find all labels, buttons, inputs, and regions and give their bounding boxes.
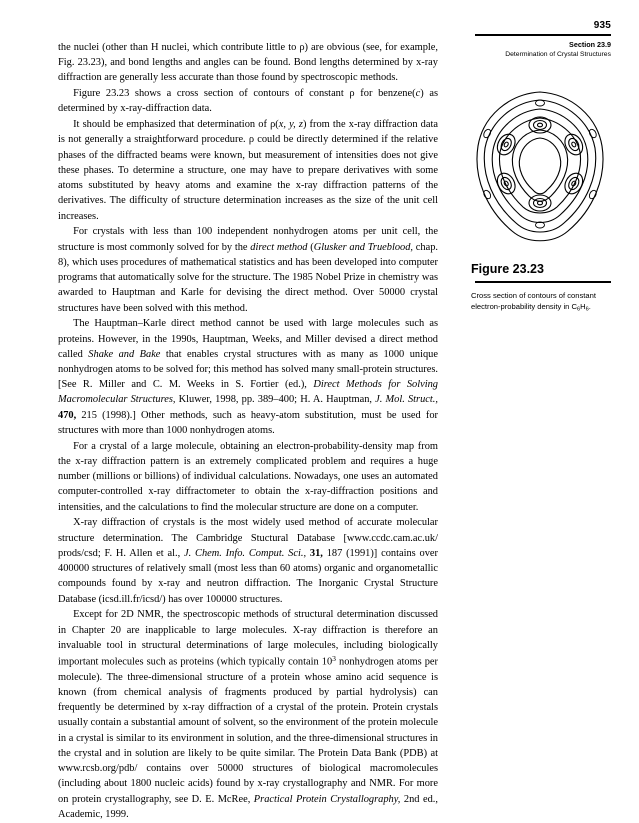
section-label-line1: Section 23.9	[569, 40, 611, 49]
figure-caption-text2: H	[580, 302, 586, 311]
body-paragraph: X-ray diffraction of crystals is the most widely used method of accurate molecular structure determination. The Cambridge Stuctural Database [www.ccdc.cam.ac.uk/ prods/csd; F. H. Allen et al., J. Chem. Info. Comput. Sci., 31, 187 (1991)] contains over 400000 structures of relatively small (most less than 60 atoms) organic and organometallic compounds found by x-ray and neutron diffraction. The Inorganic Crystal Structure Database (icsd.ill.fr/icsd/) has over 100000 structures.	[58, 517, 438, 605]
figure-caption-sub2: 6	[585, 306, 589, 313]
benzene-contour-map-icon	[465, 86, 615, 254]
body-paragraph: The Hauptman–Karle direct method cannot be used with large molecules such as proteins. However, in the 1990s, Hauptman, Weeks, and Miller devised a direct method called Shake and Bake that enables crystal structures with as many as 1000 unique nonhydrogen atoms to be solved for; this method has solved many small-protein structures. [See R. Miller and C. M. Weeks in S. Fortier (ed.), Direct Methods for Solving Macromolecular Structures, Kluwer, 1998, pp. 389–400; H. A. Hauptman, J. Mol. Struct., 470, 215 (1998).] Other methods, such as heavy-atom substitution, must be used for structures with more than 1000 nonhydrogen atoms.	[58, 318, 438, 436]
figure-caption	[471, 290, 611, 314]
section-label	[475, 40, 611, 59]
margin-column	[475, 40, 611, 59]
body-paragraph: the nuclei (other than H nuclei, which contribute little to ρ) are obvious (see, for example, Fig. 23.23), and bond lengths and angles can be found. Bond lengths determined by x-ray diffraction are generally less accurate than those found by spectroscopic methods.	[58, 42, 438, 84]
body-paragraph: Except for 2D NMR, the spectroscopic methods of structural determination discussed in Chapter 20 are inapplicable to large molecules. X-ray diffraction is therefore an invaluable tool in structural determinations of large molecules, including biologically important molecules such as proteins (which typically contain $10^3$ nonhydrogen atoms per molecule). The three-dimensional structure of a protein whose amino acid sequence is known (from chemical analysis of fragments produced by partial hydrolysis) can frequently be determined by x-ray diffraction of a crystal of the protein. Protein crystals usually contain a substantial amount of solvent, so the environment of the protein molecule in a crystal is similar to its environment in solution, and the three-dimensional structures in the crystal and in solution are likely to be quite similar. The Protein Data Bank (PDB) at www.rcsb.org/pdb/ contains over 50000 structures of biological macromolecules (including about 1800 nucleic acids) found by x-ray crystallography and NMR. For more on protein crystallography, see D. E. McRee, Practical Protein Crystallography, 2nd ed., Academic, 1999.	[58, 609, 438, 820]
figure-caption-text1: Cross section of contours of constant electron-probability density in C	[471, 291, 596, 311]
body-paragraph: It should be emphasized that determination of ρ(x, y, z) from the x-ray diffraction data is not generally a straightforward procedure. ρ could be directly determined if the relative phases of the diffracted beams were known, but measurement of intensities does not give these phases. To determine a structure, one may have to prepare derivatives with some atoms substituted by heavy atoms and examine the x-ray diffraction patterns of the derivatives. The difficulty of structure determination increases as the size of the unit cell increases.	[58, 119, 438, 222]
body-text-column	[58, 40, 438, 823]
header-rule	[475, 34, 611, 36]
figure-caption-end: .	[588, 302, 591, 311]
figure-caption-sub1: 6	[576, 306, 581, 313]
body-paragraph: Figure 23.23 shows a cross section of contours of constant ρ for benzene(c) as determined by x-ray-diffraction data.	[58, 88, 438, 115]
body-paragraph: For crystals with less than 100 independent nonhydrogen atoms per unit cell, the structure is most commonly solved for by the direct method (Glusker and Trueblood, chap. 8), which uses procedures of mathematical statistics and has been developed into computer programs that automatically solve for the structure. The 1985 Nobel Prize in chemistry was awarded to Hauptman and Karle for devising the direct method. Over 50000 crystal structures have been solved with this method.	[58, 226, 438, 314]
page-number: 935	[593, 20, 611, 31]
section-label-line2: Determination of Crystal Structures	[505, 50, 611, 58]
figure-title: Figure 23.23	[471, 262, 544, 276]
figure-rule	[475, 281, 611, 283]
body-paragraph: For a crystal of a large molecule, obtaining an electron-probability-density map from the x-ray diffraction pattern is an extremely complicated problem and requires a huge number (millions or billions) of individual calculations. Nowadays, one uses an automated computer-controlled x-ray diffractometer to obtain the x-ray-diffraction positions and intensities, and the calculations to find the molecular structure are done on a computer.	[58, 440, 438, 513]
figure-image	[465, 86, 615, 254]
